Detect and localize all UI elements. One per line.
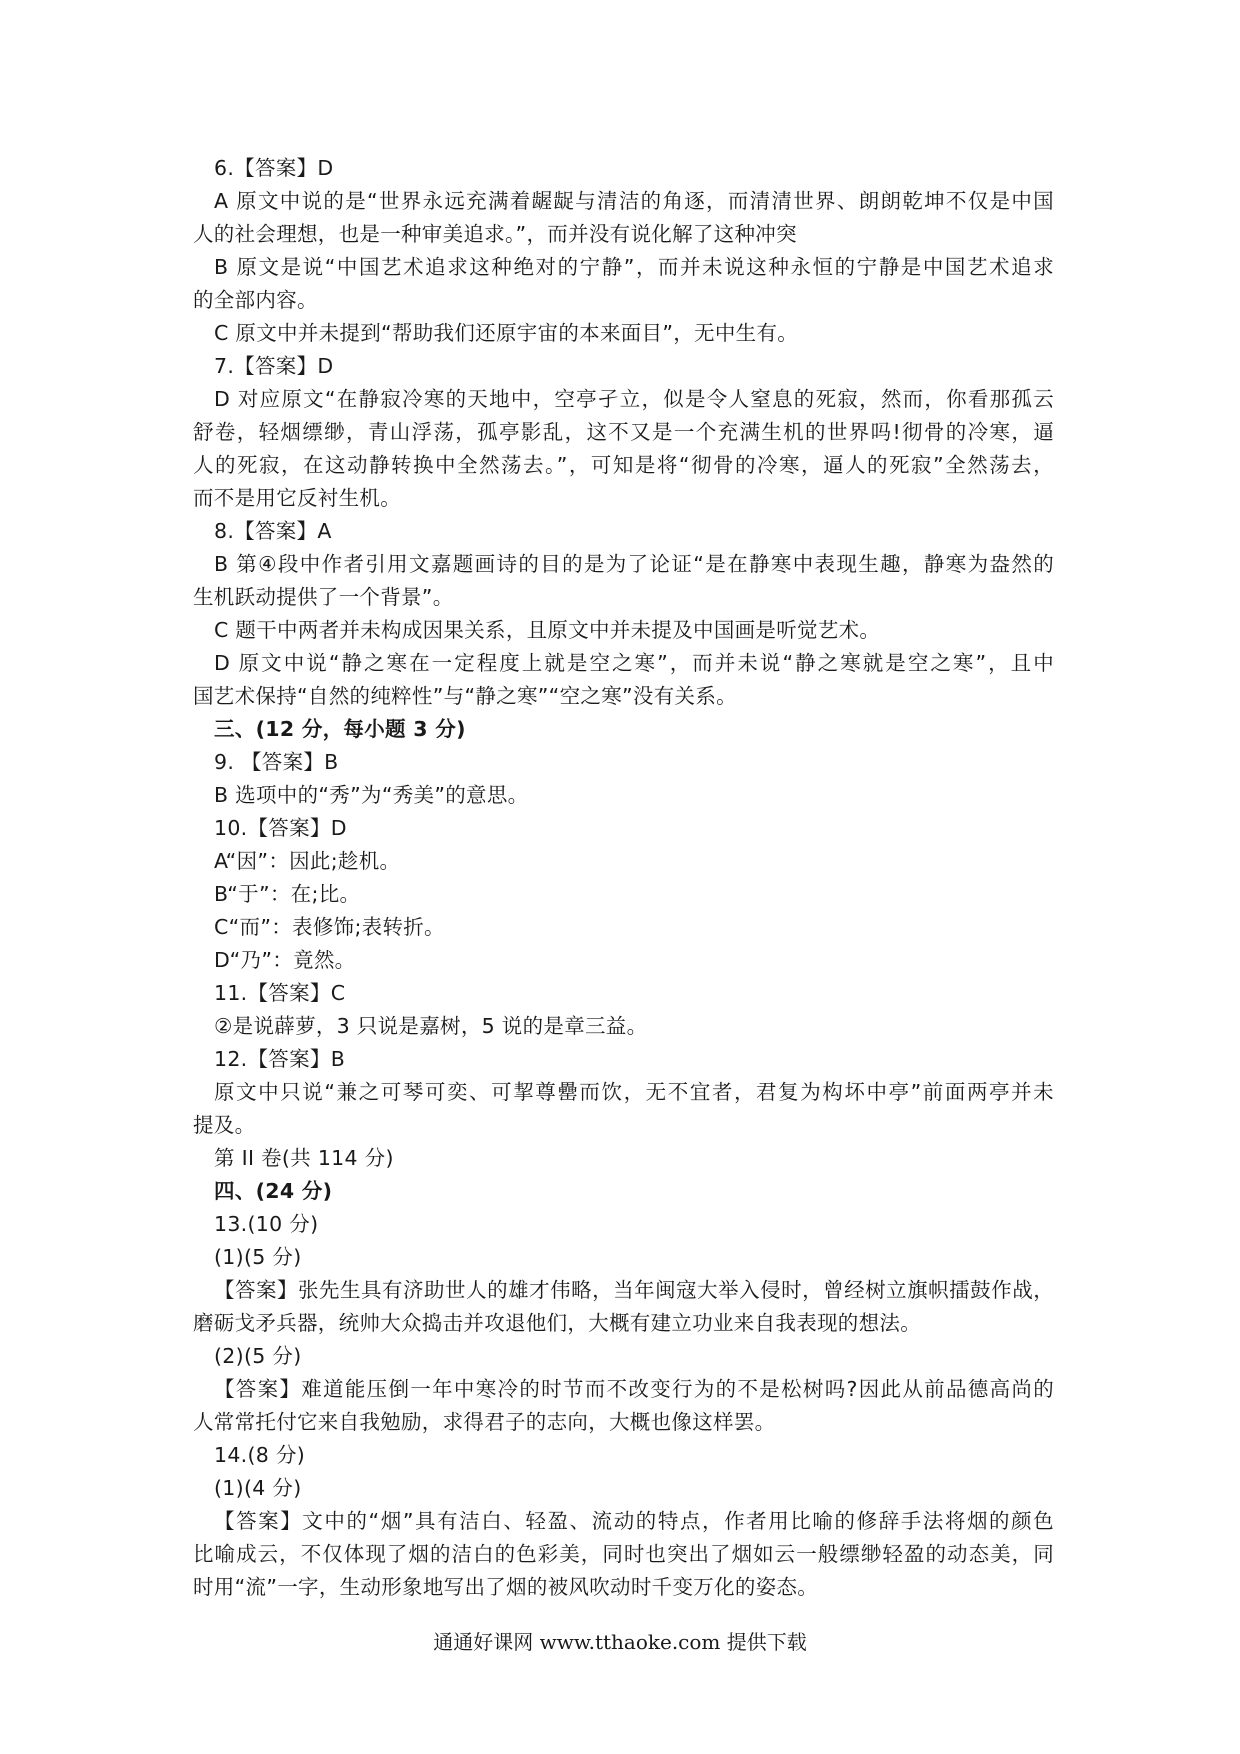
answer-13-2-cont: 人常常托付它来自我勉励，求得君子的志向，大概也像这样罢。 xyxy=(193,1410,776,1434)
answer-14-1: 【答案】文中的“烟”具有洁白、轻盈、流动的特点，作者用比喻的修辞手法将烟的颜色 xyxy=(214,1509,1054,1533)
answer-12-text-cont: 提及。 xyxy=(193,1113,256,1137)
answer-7-header: 7.【答案】D xyxy=(214,354,334,378)
answer-10-a: A“因”：因此;趁机。 xyxy=(214,849,401,873)
question-13-header: 13.(10 分) xyxy=(214,1212,319,1236)
answer-content xyxy=(0,152,1240,1604)
answer-8-c: C 题干中两者并未构成因果关系，且原文中并未提及中国画是听觉艺术。 xyxy=(214,618,881,642)
answer-8-d: D 原文中说“静之寒在一定程度上就是空之寒”，而并未说“静之寒就是空之寒”，且中 xyxy=(214,651,1054,675)
answer-6-b-cont: 的全部内容。 xyxy=(193,288,318,312)
volume-2-heading: 第 II 卷(共 114 分) xyxy=(214,1146,394,1170)
question-14-part-1: (1)(4 分) xyxy=(214,1476,302,1500)
question-13-part-1: (1)(5 分) xyxy=(214,1245,302,1269)
answer-11-text: ②是说薜萝，3 只说是嘉树，5 说的是章三益。 xyxy=(214,1014,648,1038)
section-4-heading: 四、(24 分) xyxy=(214,1179,333,1203)
question-14-header: 14.(8 分) xyxy=(214,1443,306,1467)
answer-8-b-cont: 生机跃动提供了一个背景”。 xyxy=(193,585,454,609)
answer-10-d: D“乃”：竟然。 xyxy=(214,948,356,972)
answer-9-header: 9. 【答案】B xyxy=(214,750,339,774)
answer-12-header: 12.【答案】B xyxy=(214,1047,346,1071)
page-footer: 通通好课网 www.tthaoke.com 提供下载 xyxy=(433,1630,807,1654)
answer-13-1: 【答案】张先生具有济助世人的雄才伟略，当年闽寇大举入侵时，曾经树立旗帜擂鼓作战， xyxy=(214,1278,1054,1302)
answer-8-b: B 第④段中作者引用文嘉题画诗的目的是为了论证“是在静寒中表现生趣，静寒为盎然的 xyxy=(214,552,1054,576)
answer-6-b: B 原文是说“中国艺术追求这种绝对的宁静”，而并未说这种永恒的宁静是中国艺术追求 xyxy=(214,255,1054,279)
answer-7-d-cont-1: 舒卷，轻烟缥缈，青山浮荡，孤亭影乱，这不又是一个充满生机的世界吗!彻骨的冷寒，逼 xyxy=(193,420,1054,444)
answer-8-d-cont: 国艺术保持“自然的纯粹性”与“静之寒”“空之寒”没有关系。 xyxy=(193,684,737,708)
answer-6-a-cont: 人的社会理想，也是一种审美追求。”，而并没有说化解了这种冲突 xyxy=(193,222,797,246)
answer-10-b: B“于”：在;比。 xyxy=(214,882,361,906)
answer-12-text: 原文中只说“兼之可琴可奕、可挈尊罍而饮，无不宜者，君复为构坏中亭”前面两亭并未 xyxy=(214,1080,1054,1104)
answer-7-d: D 对应原文“在静寂冷寒的天地中，空亭孑立，似是令人窒息的死寂，然而，你看那孤云 xyxy=(214,387,1054,411)
answer-13-1-cont: 磨砺戈矛兵器，统帅大众捣击并攻退他们，大概有建立功业来自我表现的想法。 xyxy=(193,1311,921,1335)
section-3-heading xyxy=(0,713,1240,746)
section-3-heading-text: 三、(12 分，每小题 3 分) xyxy=(214,717,466,741)
answer-10-c: C“而”：表修饰;表转折。 xyxy=(214,915,445,939)
answer-10-header: 10.【答案】D xyxy=(214,816,347,840)
answer-6-a: A 原文中说的是“世界永远充满着龌龊与清洁的角逐，而清清世界、朗朗乾坤不仅是中国 xyxy=(214,189,1054,213)
answer-7-d-cont-3: 而不是用它反衬生机。 xyxy=(193,486,401,510)
question-13-part-2: (2)(5 分) xyxy=(214,1344,302,1368)
answer-11-header: 11.【答案】C xyxy=(214,981,346,1005)
answer-14-1-cont-2: 时用“流”一字，生动形象地写出了烟的被风吹动时千变万化的姿态。 xyxy=(193,1575,819,1599)
answer-14-1-cont-1: 比喻成云，不仅体现了烟的洁白的色彩美，同时也突出了烟如云一般缥缈轻盈的动态美，同 xyxy=(193,1542,1054,1566)
answer-13-2: 【答案】难道能压倒一年中寒冷的时节而不改变行为的不是松树吗?因此从前品德高尚的 xyxy=(214,1377,1054,1401)
answer-8-header: 8.【答案】A xyxy=(214,519,332,543)
answer-7-d-cont-2: 人的死寂，在这动静转换中全然荡去。”，可知是将“彻骨的冷寒，逼人的死寂”全然荡去， xyxy=(193,453,1054,477)
answer-6-header: 6.【答案】D xyxy=(214,156,334,180)
answer-6-c: C 原文中并未提到“帮助我们还原宇宙的本来面目”，无中生有。 xyxy=(214,321,799,345)
answer-9-b: B 选项中的“秀”为“秀美”的意思。 xyxy=(214,783,529,807)
